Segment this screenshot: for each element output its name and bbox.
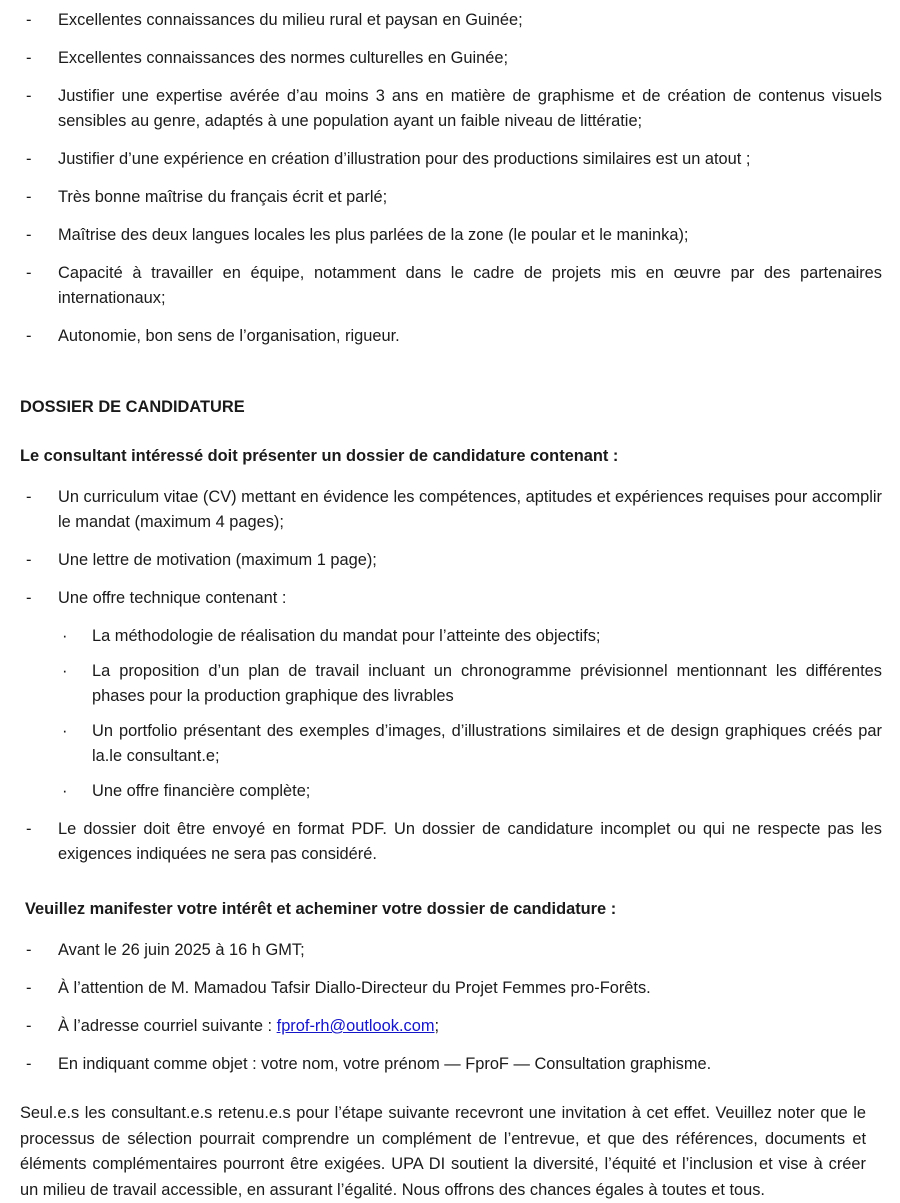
list-item xyxy=(20,817,882,867)
list-item-text: Le dossier doit être envoyé en format PDF. Un dossier de candidature incomplet ou qui ne respecte pas les exigences indiquées ne sera pas considéré. xyxy=(58,820,882,863)
application-section-title: Veuillez manifester votre intérêt et acheminer votre dossier de candidature : xyxy=(25,900,617,918)
list-item-text: Très bonne maîtrise du français écrit et parlé; xyxy=(58,188,388,206)
qualifications-list xyxy=(20,8,882,349)
list-item xyxy=(20,261,882,311)
list-item xyxy=(20,185,882,210)
sub-list-item-text: La méthodologie de réalisation du mandat pour l’atteinte des objectifs; xyxy=(92,627,601,645)
list-item-text: Une lettre de motivation (maximum 1 page); xyxy=(58,551,377,569)
list-item-deadline xyxy=(20,938,882,963)
dash-bullet-icon: - xyxy=(26,1055,32,1073)
dot-bullet-icon: · xyxy=(62,782,68,800)
list-item xyxy=(20,8,882,33)
list-item xyxy=(20,147,882,172)
list-item-email xyxy=(20,1014,882,1039)
list-item-text: À l’attention de M. Mamadou Tafsir Diallo-Directeur du Projet Femmes pro-Forêts. xyxy=(58,979,651,997)
dash-bullet-icon: - xyxy=(26,1017,32,1035)
dot-bullet-icon: · xyxy=(62,722,68,740)
sub-list-item xyxy=(62,779,882,804)
dash-bullet-icon: - xyxy=(26,820,32,838)
dot-bullet-icon: · xyxy=(62,627,68,645)
sub-list-item xyxy=(62,624,882,649)
dot-bullet-icon: · xyxy=(62,662,68,680)
sub-list-item xyxy=(62,719,882,769)
closing-paragraph: Seul.e.s les consultant.e.s retenu.e.s pour l’étape suivante recevront une invitation à cet effet. Veuillez noter que le processus de sélection pourrait comprendre un complément de l’entrevue, et que des références, documents et éléments complémentaires pourront être exigées. UPA DI soutient la diversité, l’équité et l’inclusion et vise à créer un milieu de travail accessible, en assurant l’égalité. Nous offrons des chances égales à toutes et tous. xyxy=(20,1104,866,1199)
sub-list-item-text: La proposition d’un plan de travail incluant un chronogramme prévisionnel mentionnant les différentes phases pour la production graphique des livrables xyxy=(92,662,882,705)
list-item-text: Justifier d’une expérience en création d’illustration pour des productions similaires est un atout ; xyxy=(58,150,751,168)
list-item-text: Avant le 26 juin 2025 à 16 h GMT; xyxy=(58,941,305,959)
dossier-items-list xyxy=(20,485,882,867)
list-item-recipient xyxy=(20,976,882,1001)
list-item-text: Maîtrise des deux langues locales les plus parlées de la zone (le poular et le maninka); xyxy=(58,226,689,244)
sub-list-item xyxy=(62,659,882,709)
dash-bullet-icon: - xyxy=(26,979,32,997)
list-item-text: Un curriculum vitae (CV) mettant en évidence les compétences, aptitudes et expériences requises pour accomplir le mandat (maximum 4 pages); xyxy=(58,488,882,531)
technical-offer-sublist xyxy=(20,624,882,804)
list-item xyxy=(20,84,882,134)
spacer xyxy=(20,349,882,395)
spacer xyxy=(20,867,882,897)
dash-bullet-icon: - xyxy=(26,188,32,206)
list-item-subject xyxy=(20,1052,882,1077)
spacer xyxy=(20,469,882,485)
dossier-intro-text: Le consultant intéressé doit présenter un dossier de candidature contenant : xyxy=(20,447,619,465)
list-item-text: Excellentes connaissances des normes culturelles en Guinée; xyxy=(58,49,509,67)
dash-bullet-icon: - xyxy=(26,87,32,105)
list-item xyxy=(20,46,882,71)
dash-bullet-icon: - xyxy=(26,488,32,506)
list-item-text: Autonomie, bon sens de l’organisation, rigueur. xyxy=(58,327,400,345)
dash-bullet-icon: - xyxy=(26,226,32,244)
email-link[interactable]: fprof-rh@outlook.com xyxy=(276,1017,435,1035)
list-item-text: Capacité à travailler en équipe, notamment dans le cadre de projets mis en œuvre par des partenaires internationaux; xyxy=(58,264,882,307)
email-label: À l’adresse courriel suivante : xyxy=(58,1017,277,1035)
list-item xyxy=(20,485,882,535)
list-item xyxy=(20,324,882,349)
dash-bullet-icon: - xyxy=(26,589,32,607)
dash-bullet-icon: - xyxy=(26,264,32,282)
list-item-text: Une offre technique contenant : xyxy=(58,589,287,607)
spacer xyxy=(20,1077,882,1101)
list-item-text: En indiquant comme objet : votre nom, votre prénom — FproF — Consultation graphisme. xyxy=(58,1055,712,1073)
sub-list-item-text: Une offre financière complète; xyxy=(92,782,311,800)
sub-list-item-text: Un portfolio présentant des exemples d’images, d’illustrations similaires et de design graphiques créés par la.le consultant.e; xyxy=(92,722,882,765)
dash-bullet-icon: - xyxy=(26,150,32,168)
dash-bullet-icon: - xyxy=(26,11,32,29)
dossier-section-title: DOSSIER DE CANDIDATURE xyxy=(20,398,245,416)
application-items-list xyxy=(20,938,882,1077)
list-item xyxy=(20,223,882,248)
list-item-text: Justifier une expertise avérée d’au moins 3 ans en matière de graphisme et de création de contenus visuels sensibles au genre, adaptés à une population ayant un faible niveau de littératie; xyxy=(58,87,882,130)
dash-bullet-icon: - xyxy=(26,49,32,67)
dash-bullet-icon: - xyxy=(26,941,32,959)
list-item-technical-offer xyxy=(20,586,882,611)
spacer xyxy=(20,922,882,938)
spacer xyxy=(20,420,882,444)
dash-bullet-icon: - xyxy=(26,551,32,569)
list-item-text: Excellentes connaissances du milieu rural et paysan en Guinée; xyxy=(58,11,523,29)
list-item xyxy=(20,548,882,573)
dash-bullet-icon: - xyxy=(26,327,32,345)
list-item-text xyxy=(58,1014,882,1039)
email-suffix: ; xyxy=(434,1017,440,1035)
